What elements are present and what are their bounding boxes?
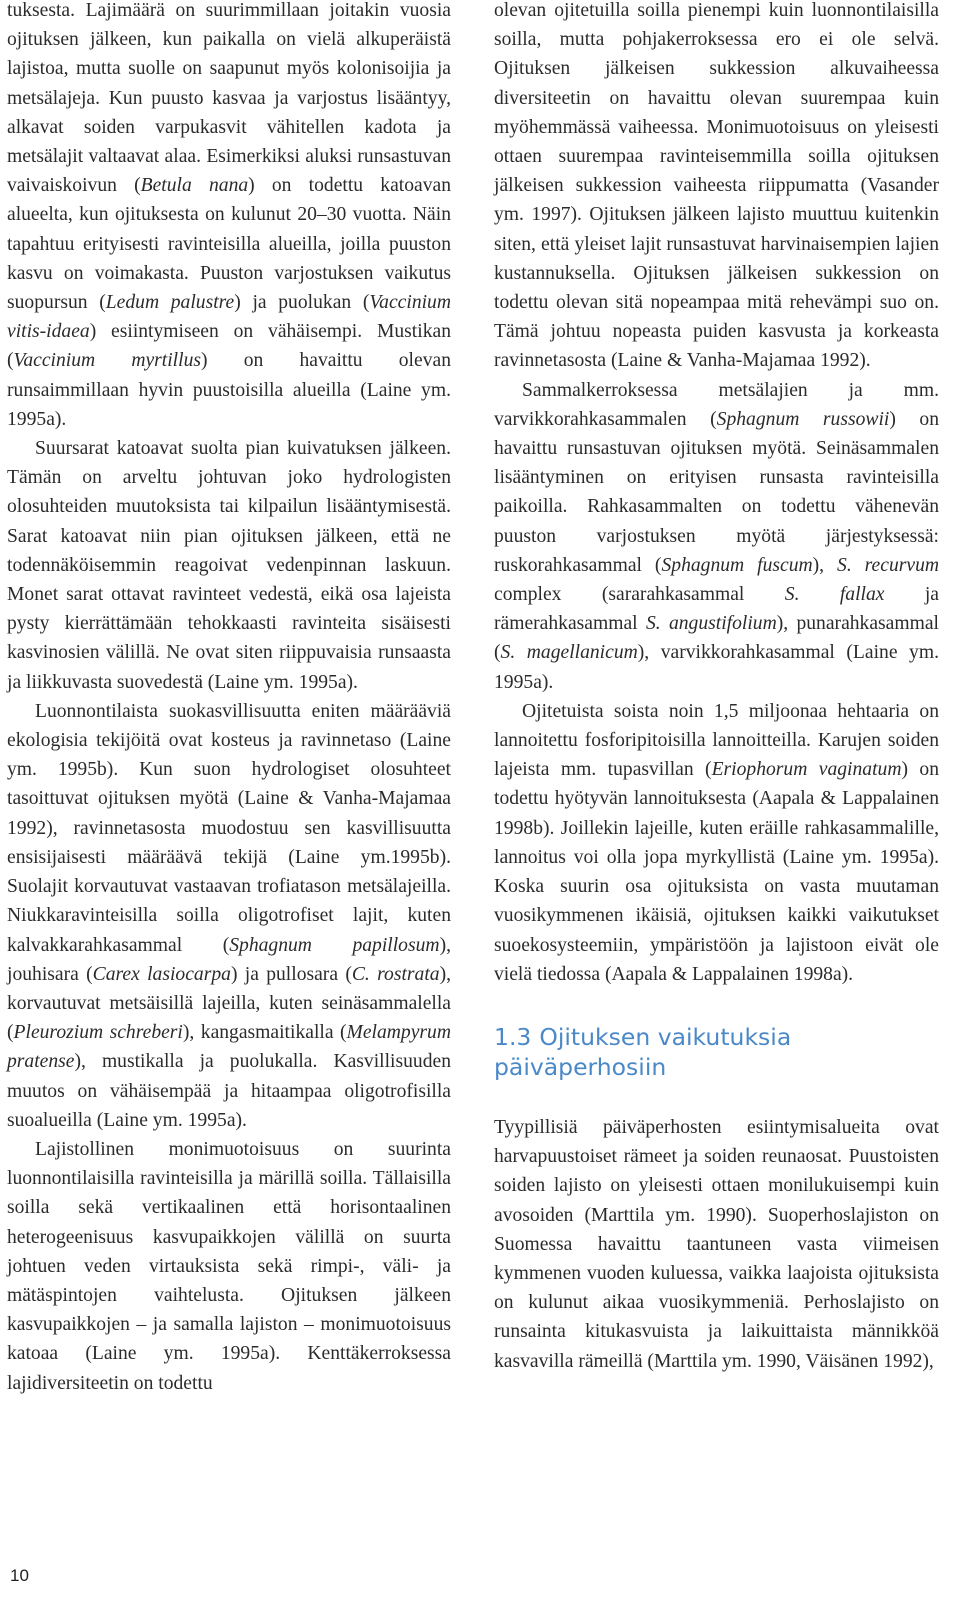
left-column bbox=[7, 0, 451, 1398]
text-run: ), jouhisara ( bbox=[7, 934, 451, 985]
body-paragraph bbox=[494, 376, 939, 697]
text-run: ) on todettu katoavan alueelta, kun ojituksesta on kulunut 20–30 vuotta. Näin tapahtuu erityisesti ravinteisilla alueilla, joilla puuston kasvu on voimakasta. Puuston varjostuksen vaikutus suopursun ( bbox=[7, 175, 451, 314]
species-name: S. angustifolium bbox=[645, 613, 777, 635]
species-name: S. magellanicum bbox=[500, 642, 638, 664]
text-run: Sammalkerroksessa metsälajien ja mm. varvikkorahkasammalen ( bbox=[494, 379, 939, 430]
text-run: olevan ojitetuilla soilla pienempi kuin luonnontilaisilla soilla, mutta pohjakerroksessa ero ei ole selvä. Ojituksen jälkeisen sukkession alkuvaiheessa diversiteetin on havaittu olevan suurempaa kuin myöhemmässä vaiheessa. Monimuotoisuus on yleisesti ottaen suurempaa ravinteisemmilla soilla ojituksen jälkeisen sukkession vaiheesta riippumatta (Vasander ym. 1997). Ojituksen jälkeen lajisto muuttuu kuitenkin siten, että yleiset lajit runsastuvat harvinaisempien lajien kustannuksella. Ojituksen jälkeisen sukkession on todettu olevan sitä nopeampaa mitä rehevämpi suo on. Tämä johtuu nopeasta puiden kasvusta ja korkeasta ravinnetasosta (Laine & Vanha-Majamaa 1992). bbox=[494, 0, 939, 372]
text-run: ), kangasmaitikalla ( bbox=[182, 1022, 347, 1044]
section-heading bbox=[494, 1022, 939, 1082]
text-run: ) ja pullosara ( bbox=[230, 963, 352, 985]
text-run: ) on todettu hyötyvän lannoituksesta (Aapala & Lappalainen 1998b). Joillekin lajeille, kuten eräille rahkasammalille, lannoitus voi olla jopa myrkyllistä (Laine ym. 1995a). Koska suurin osa ojituksista on vasta muutaman vuosikymmenen ikäisiä, ojituksen kaikki vaikutukset suoekosysteemiin, ympäristöön ja lajistoon eivät ole vielä tiedossa (Aapala & Lappalainen 1998a). bbox=[494, 759, 939, 985]
text-run: ), mustikalla ja puolukalla. Kasvillisuuden muutos on vähäisempää ja hitaampaa oligotrofisilla suoalueilla (Laine ym. 1995a). bbox=[7, 1051, 451, 1131]
section-title: Ojituksen vaikutuksia päiväperhosiin bbox=[494, 1022, 792, 1081]
species-name: Vaccinium vitis-idaea bbox=[7, 292, 452, 343]
page-number: 10 bbox=[10, 1566, 29, 1585]
text-run: tuksesta. Lajimäärä on suurimmillaan joitakin vuosia ojituksen jälkeen, kun paikalla on vielä alkuperäistä lajistoa, mutta suolle on saapunut myös kolonisoijia ja metsälajeja. Kun puusto kasvaa ja varjostus lisääntyy, alkavat soiden varpukasvit vähitellen kadota ja metsälajit valtaavat alaa. Esimerkiksi aluksi runsastuvan vaivaiskoivun ( bbox=[7, 0, 451, 197]
body-paragraph bbox=[7, 1135, 451, 1398]
body-paragraph bbox=[7, 0, 451, 434]
right-column-top-text bbox=[494, 0, 939, 989]
species-name: Melampyrum pratense bbox=[7, 1022, 451, 1073]
species-name: S. recurvum bbox=[837, 554, 940, 576]
text-run: ) on havaittu runsastuvan ojituksen myötä. Seinäsammalen lisääntyminen on erityisen runsasta ravinteisilla paikoilla. Rahkasammalten on todettu vähenevän puuston varjostuksen myötä järjestyksessä: ruskorahkasammal ( bbox=[494, 408, 939, 576]
body-paragraph bbox=[494, 0, 939, 376]
species-name: Sphagnum papillosum bbox=[229, 934, 440, 956]
body-paragraph bbox=[494, 697, 939, 989]
species-name: C. rostrata bbox=[351, 963, 440, 985]
text-run: Tyypillisiä päiväperhosten esiintymisalueita ovat harvapuustoiset rämeet ja soiden reunaosat. Puustoisten soiden lajisto on yleisesti ottaen monilukuisempi kuin avosoiden (Marttila ym. 1990). Suoperhoslajiston on Suomessa havaittu taantuneen vasta viimeisen kymmenen vuoden kuluessa, vaikka laajoista ojituksista on kulunut aikaa vuosikymmeniä. Perhoslajisto on runsainta kitukasvuista ja laikuittaista männikköä kasvavilla rämeillä (Marttila ym. 1990, Väisänen 1992), bbox=[494, 1116, 939, 1372]
text-run: ) esiintymiseen on vähäisempi. Mustikan ( bbox=[7, 321, 451, 372]
right-column-bottom-text bbox=[494, 1113, 939, 1376]
text-run: Luonnontilaista suokasvillisuutta eniten määrääviä ekologisia tekijöitä ovat kosteus ja ravinnetaso (Laine ym. 1995b). Kun suon hydrologiset olosuhteet tasoittuvat ojituksen myötä (Laine & Vanha-Majamaa 1992), ravinnetasosta muodostuu sen kasvillisuutta ensisijaisesti määräävä tekijä (Laine ym.1995b). Suolajit korvautuvat vastaavan trofiatason metsälajeilla. Niukkaravinteisilla soilla oligotrofiset lajit, kuten kalvakkarahkasammal ( bbox=[7, 700, 451, 956]
species-name: Vaccinium myrtillus bbox=[13, 350, 201, 372]
body-paragraph bbox=[494, 1113, 939, 1376]
text-run: Ojitetuista soista noin 1,5 miljoonaa hehtaaria on lannoitettu fosforipitoisilla lannoitteilla. Karujen soiden lajeista mm. tupasvillan ( bbox=[494, 700, 939, 781]
section-number: 1.3 bbox=[494, 1022, 532, 1051]
text-run: ) ja puolukan ( bbox=[234, 292, 370, 314]
text-run: complex (sararahkasammal bbox=[494, 584, 785, 606]
species-name: Sphagnum russowii bbox=[716, 408, 890, 430]
right-column bbox=[494, 0, 939, 1376]
text-run: ) on havaittu olevan runsaimmillaan hyvin puustoisilla alueilla (Laine ym. 1995a). bbox=[7, 350, 451, 430]
species-name: Pleurozium schreberi bbox=[13, 1022, 183, 1044]
species-name: Sphagnum fuscum bbox=[661, 554, 813, 576]
text-run: ), punarahkasammal ( bbox=[494, 613, 939, 664]
species-name: S. fallax bbox=[784, 584, 885, 606]
text-run: ), bbox=[812, 554, 838, 576]
body-paragraph bbox=[7, 434, 451, 697]
text-run: Suursarat katoavat suolta pian kuivatuksen jälkeen. Tämän on arveltu johtuvan joko hydrologisten olosuhteiden muutoksista tai kilpailun lisääntymisestä. Sarat katoavat niin pian ojituksen jälkeen, että ne todennäköisemmin reagoivat vedenpinnan laskuun. Monet sarat ottavat ravinteet vedestä, eikä osa lajeista pysty kierrättämään tehokkaasti ravinteita sisäisesti kasvinosien välillä. Ne ovat siten riippuvaisia runsaasta ja liikkuvasta suovedestä (Laine ym. 1995a). bbox=[7, 438, 451, 693]
text-run: Lajistollinen monimuotoisuus on suurinta luonnontilaisilla ravinteisilla ja märillä soilla. Tällaisilla soilla sekä vertikaalinen että horisontaalinen heterogeenisuus kasvupaikkojen välillä on suurta johtuen veden virtauksista sekä rimpi-, väli- ja mätäspintojen vaihtelusta. Ojituksen jälkeen kasvupaikkojen – ja samalla lajiston – monimuotoisuus katoaa (Laine ym. 1995a). Kenttäkerroksessa lajidiversiteetin on todettu bbox=[7, 1138, 451, 1394]
text-run: ), varvikkorahkasammal (Laine ym. 1995a). bbox=[494, 642, 939, 693]
species-name: Ledum palustre bbox=[105, 292, 235, 314]
text-run: ja rämerahkasammal bbox=[494, 584, 939, 635]
text-run: ), korvautuvat metsäisillä lajeilla, kuten seinäsammalella ( bbox=[7, 963, 451, 1044]
species-name: Carex lasiocarpa bbox=[92, 963, 231, 985]
body-paragraph bbox=[7, 697, 451, 1135]
species-name: Betula nana bbox=[140, 175, 249, 197]
species-name: Eriophorum vaginatum bbox=[711, 759, 902, 781]
